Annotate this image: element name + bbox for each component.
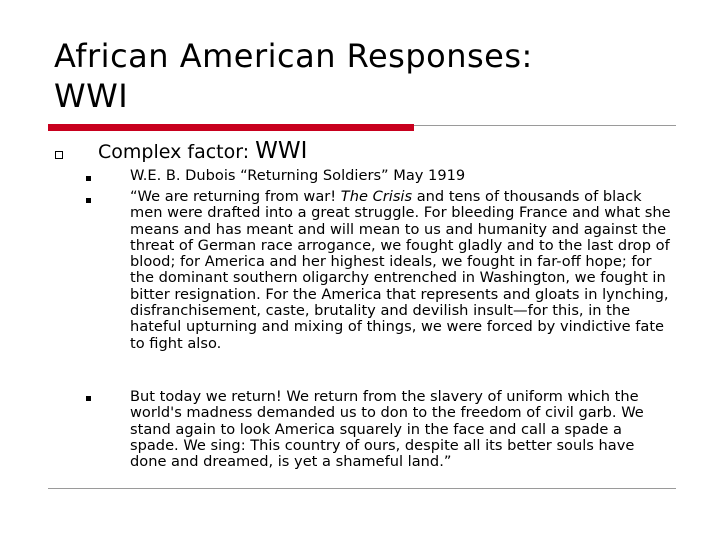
filled-square-bullet-icon <box>86 396 91 401</box>
bullet-complex-factor-wwi: WWI <box>255 138 308 164</box>
quote-part1-opening: “We are returning from war! <box>130 188 341 205</box>
hollow-square-bullet-icon <box>55 151 63 159</box>
sub-bullet-dubois-citation: W.E. B. Dubois “Returning Soldiers” May 1919 <box>130 167 466 184</box>
slide-title <box>54 36 674 116</box>
filled-square-bullet-icon <box>86 198 91 203</box>
sub-bullet-quote-part1 <box>130 189 672 352</box>
filled-square-bullet-icon <box>86 176 91 181</box>
slide-title-line2: WWI <box>54 77 129 115</box>
slide-title-line1: African American Responses: <box>54 37 533 75</box>
title-accent-bar <box>48 124 414 131</box>
footer-divider-line <box>48 488 676 489</box>
bullet-complex-factor-label: Complex factor: <box>98 141 256 163</box>
bullet-complex-factor <box>98 138 307 164</box>
sub-bullet-quote-part2: But today we return! We return from the slavery of uniform which the world's madness demanded us to don to the freedom of civil garb. We stand again to look America squarely in the face and call a spade a spade. We sing: This country of ours, despite all its better souls have done and dreamed, is yet a shameful land.” <box>130 388 644 471</box>
quote-the-crisis-italic: The Crisis <box>340 188 413 205</box>
quote-part1-body: and tens of thousands of black men were drafted into a great struggle. For bleeding France and what she means and has meant and will mean to us and humanity and against the threat of German race arrogance, we fought gladly and to the last drop of blood; for America and her highest ideals, we fought in far-off hope; for the dominant southern oligarchy entrenched in Washington, we fought in bitter resignation. For the America that represents and gloats in lynching, disfranchisement, caste, brutality and devilish insult—for this, in the hateful upturning and mixing of things, we were forced by vindictive fate to fight also. <box>130 188 671 352</box>
